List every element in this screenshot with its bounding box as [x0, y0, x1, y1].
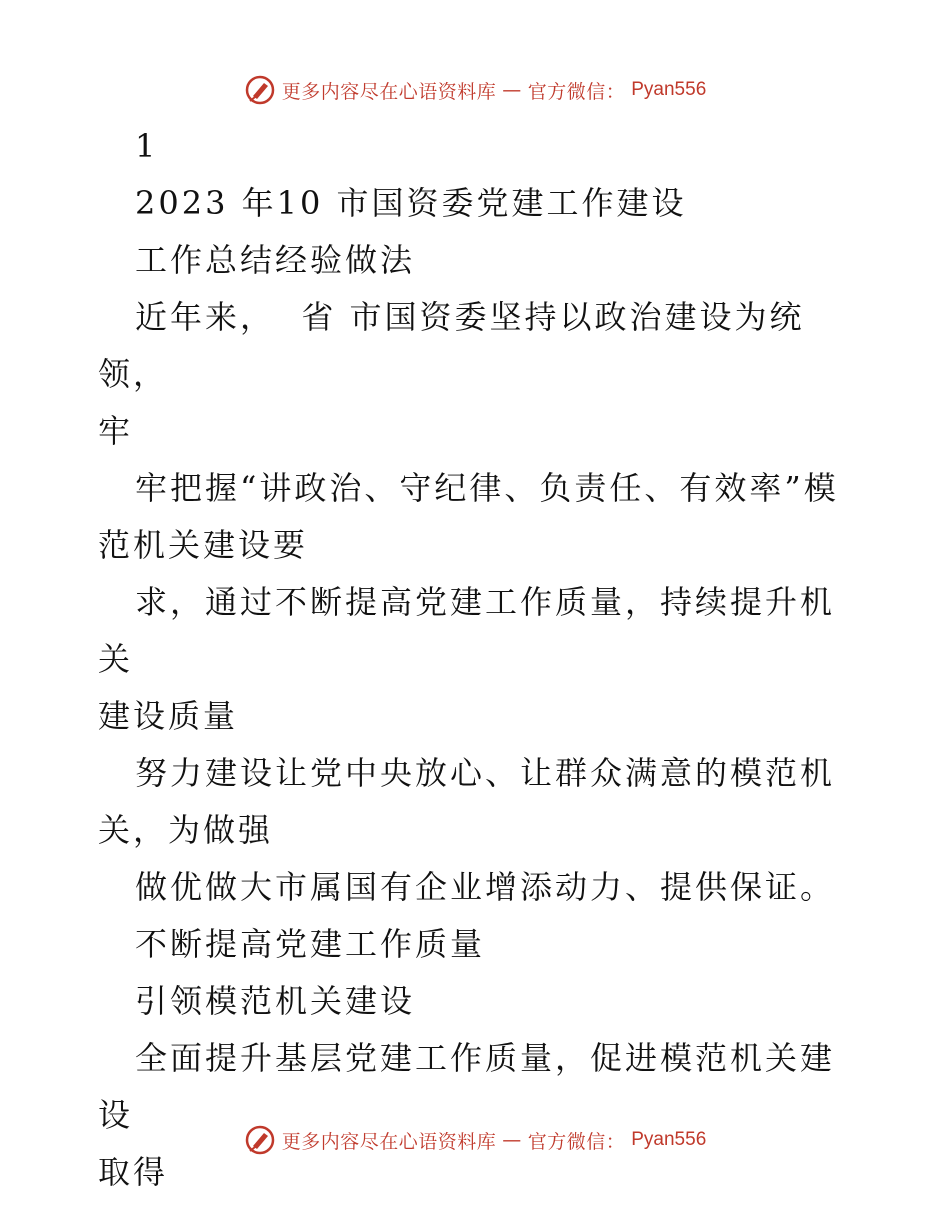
body-line: 取得	[98, 1153, 169, 1191]
page-number: 1	[135, 127, 159, 165]
section-heading: 引领模范机关建设	[135, 982, 416, 1020]
section-heading: 不断提高党建工作质量	[135, 925, 486, 963]
footer-watermark	[0, 1120, 950, 1160]
body-line: 近年来， 省 市国资委坚持以政治建设为统领，	[98, 298, 805, 393]
document-title: 2023 年10 市国资委党建工作建设	[135, 184, 687, 222]
body-line: 全面提升基层党建工作质量，促进模范机关建设	[98, 1039, 836, 1134]
body-line: 做优做大市属国有企业增添动力、提供保证。	[135, 868, 836, 906]
watermark-separator: —	[502, 1129, 522, 1151]
header-watermark	[0, 70, 950, 110]
watermark-code: Pyan556	[631, 79, 707, 100]
body-line: 牢把握“讲政治、守纪律、负责任、有效率”模	[135, 469, 839, 507]
document-subtitle: 工作总结经验做法	[135, 241, 416, 279]
body-line: 关，为做强	[98, 811, 274, 849]
body-line: 求，通过不断提高党建工作质量，持续提升机关	[98, 583, 836, 678]
document-body	[98, 118, 868, 1201]
watermark-text: 更多内容尽在心语资料库	[281, 80, 497, 103]
body-line: 范机关建设要	[98, 526, 309, 564]
body-line: 牢	[98, 412, 134, 450]
body-line: 建设质量	[98, 697, 239, 735]
body-line: 努力建设让党中央放心、让群众满意的模范机	[135, 754, 836, 792]
watermark-text: 更多内容尽在心语资料库	[281, 1130, 497, 1153]
watermark-separator: —	[502, 79, 522, 101]
watermark-code: Pyan556	[631, 1129, 707, 1150]
watermark-label: 官方微信：	[527, 80, 626, 103]
watermark-label: 官方微信：	[527, 1130, 626, 1153]
logo-icon	[244, 1124, 276, 1156]
logo-icon	[244, 74, 276, 106]
